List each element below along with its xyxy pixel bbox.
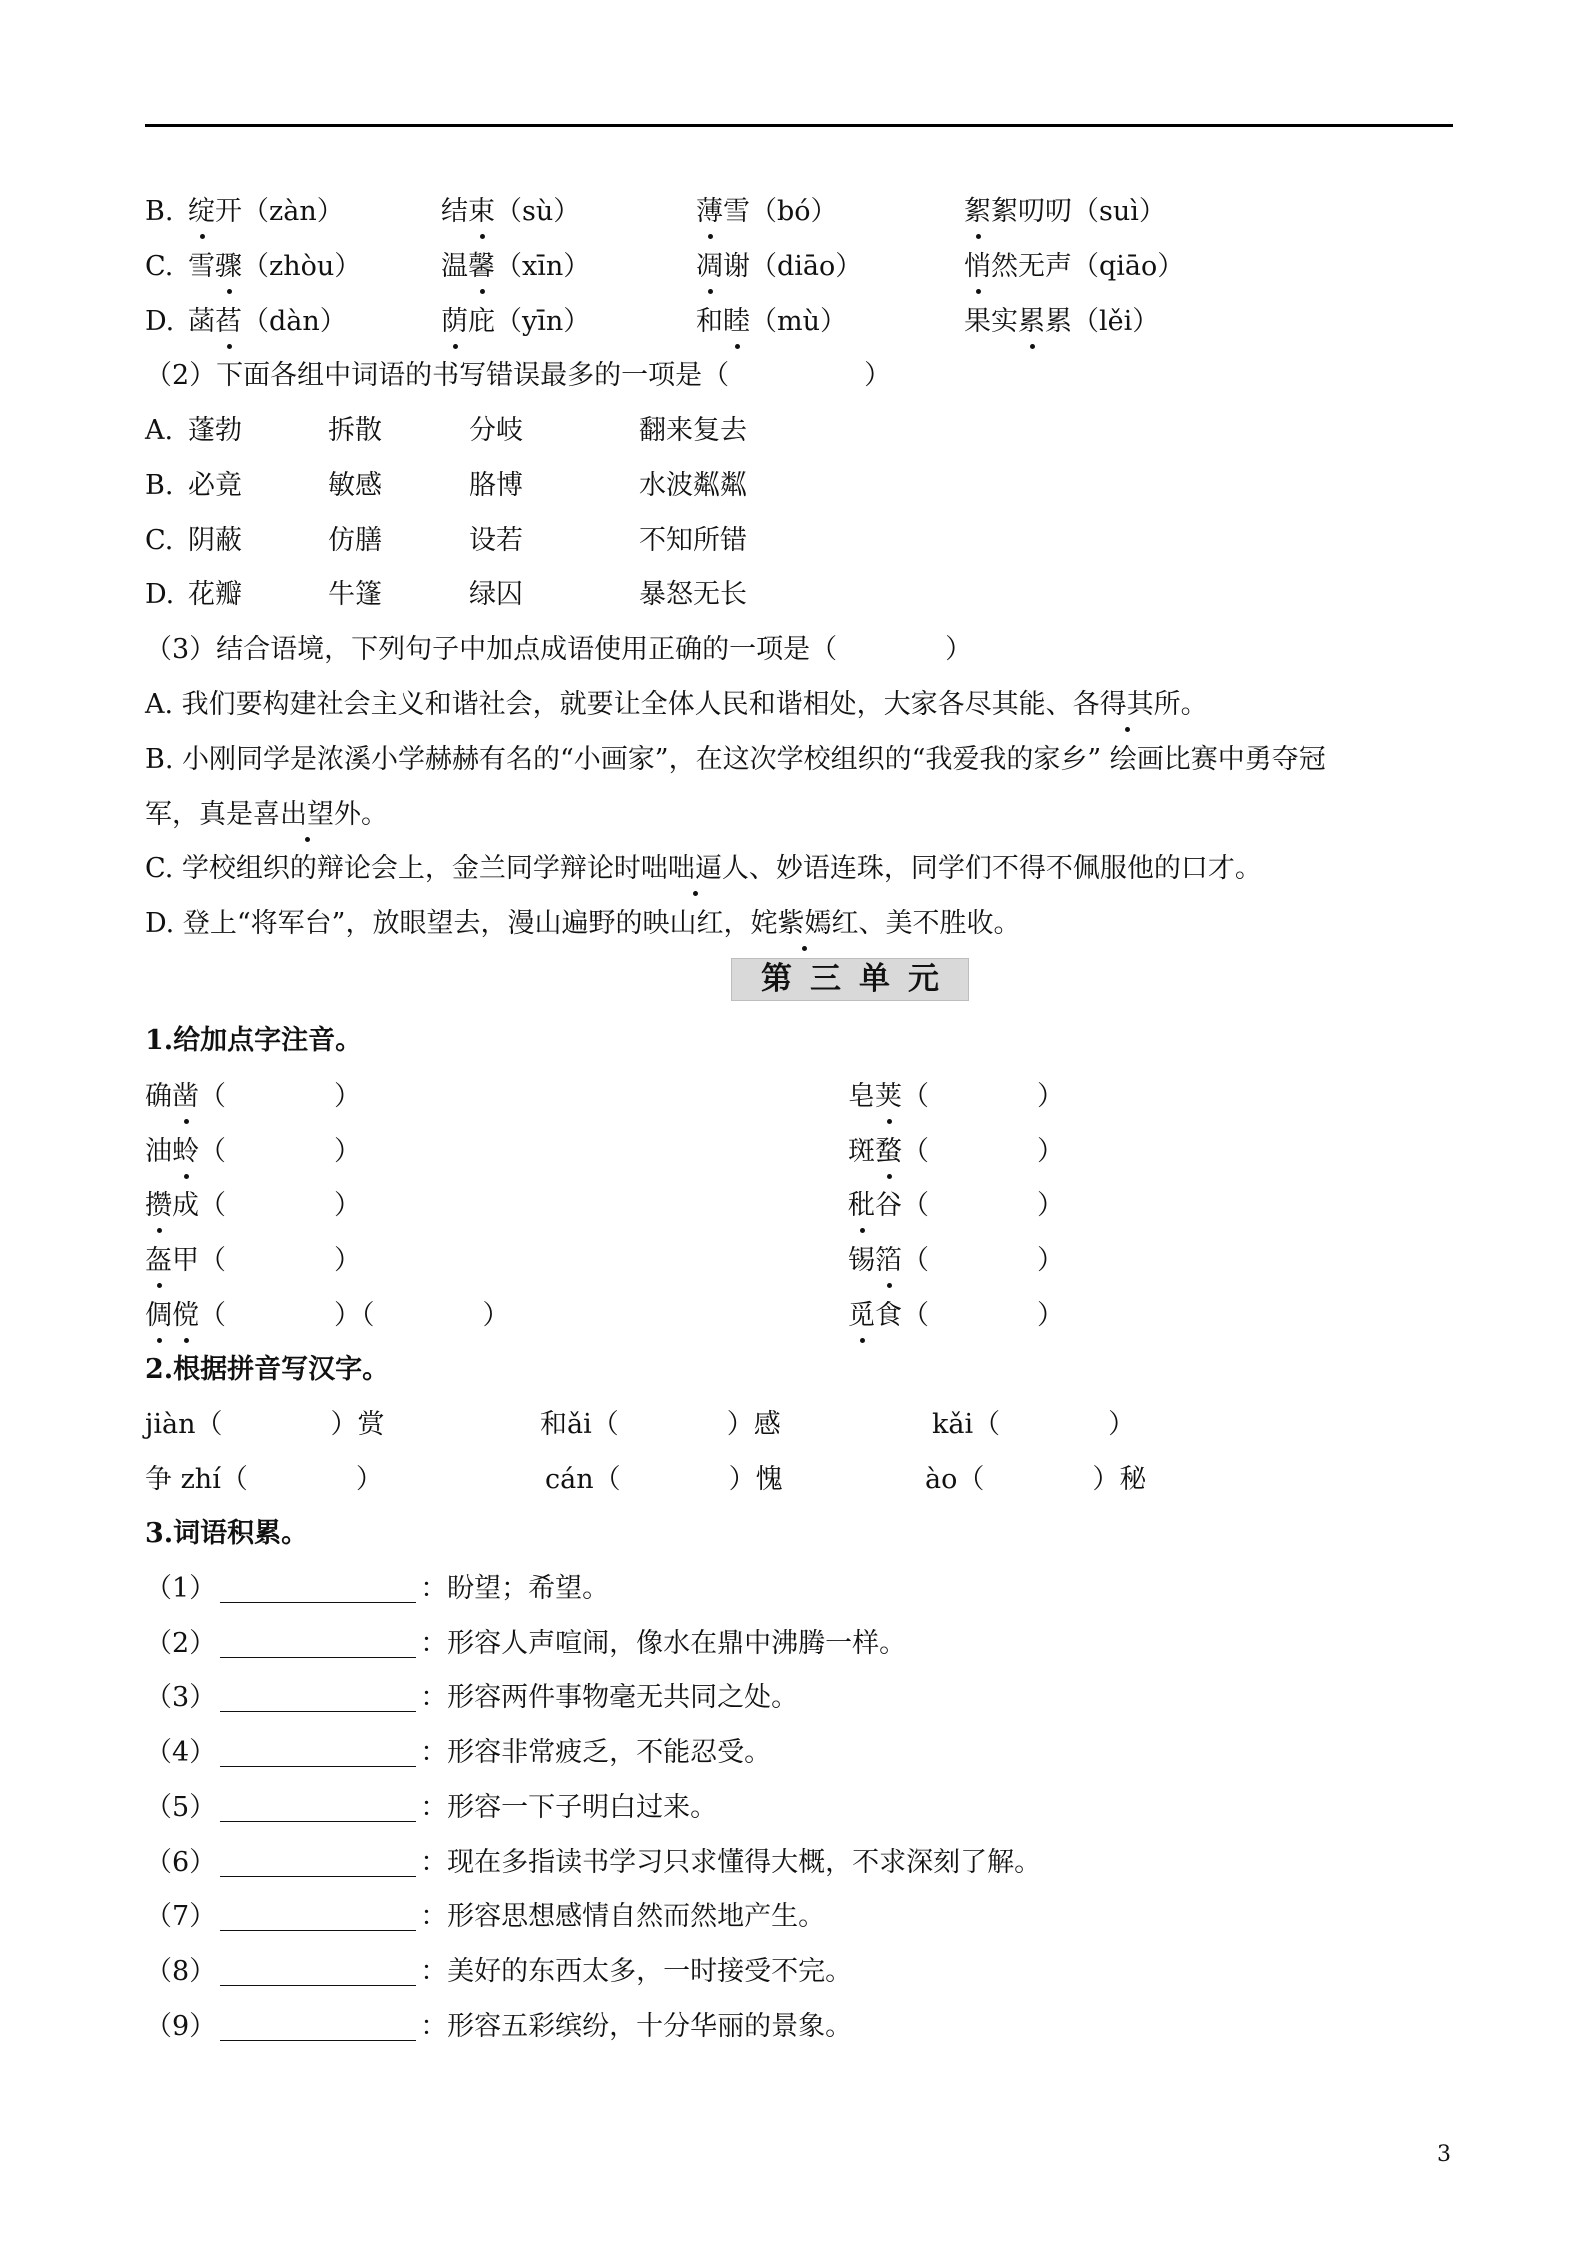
answer-blank[interactable] bbox=[220, 2010, 416, 2041]
answer-blank[interactable] bbox=[220, 1572, 416, 1603]
answer-blank[interactable] bbox=[220, 1846, 416, 1877]
right-item: 秕谷（ ） bbox=[848, 1186, 1064, 1226]
right-item: 锡箔（ ） bbox=[848, 1241, 1064, 1281]
vocab-item: （8） ：美好的东西太多，一时接受不完。 bbox=[145, 1955, 853, 1987]
q3-stem: （3）结合语境，下列句子中加点成语使用正确的一项是（ ） bbox=[145, 634, 973, 665]
answer-blank[interactable] bbox=[220, 1736, 416, 1767]
answer-blank[interactable] bbox=[220, 1955, 416, 1986]
q1-d-word2: 荫庇（yīn） bbox=[441, 302, 590, 342]
worksheet-page: B. 绽开（zàn） 结束（sù） 薄雪（bó） 絮絮叨叨（suì） C. 雪骤（zhòu） 温馨（xīn） 凋谢（diāo） 悄然无声（qiāo） D. 菡萏（dàn） 荫庇（yīn） 和睦（mù） 果实累累（lěi） （2）下面各组中词语的书写错误最多的一项是（ ） A. 蓬勃 拆散 分岐 翻来复去 B. 必竟 敏感 胳博 水波粼粼 C. 阴蔽 仿膳 设若 不知所错 D. 花瓣 牛篷 绿囚 暴怒无长 （3）结合语境，下列句子中加点成语使用正确的一项是（ ） A. 我们要构建社会主义和谐社会，就要让全体人民和谐相处，大家各尽其能、各得其所。 B. 小刚同学是浓溪小学赫赫有名的“小画家”，在这次学校组织的“我爱我的家乡” 绘画比赛中勇夺冠 军，真是喜出望外。 C. 学校组织的辩论会上，金兰同学辩论时咄咄逼人、妙语连珠，同学们不得不佩服他的口才。 D. 登上“将军台”，放眼望去，漫山遍野的映山红，姹紫嫣红、美不胜收。 第三单元 1.给加点字注音。 确凿（ ） 油蛉（ ） 攒成（ ） 盔甲（ ） 倜傥（ ）（ ） 皂荚（ ） 斑蝥（ ） 秕谷（ ） 锡箔（ ） 觅食（ ） 2.根据拼音写汉字。 jiàn（ ）赏 和ǎi（ ）感 kǎi（ ） 争 zhí（ ） cán（ ）愧 ào（ ）秘 3.词语积累。 （1） ：盼望；希望。 （2） ：形容人声喧闹，像水在鼎中沸腾一样。 （3） ：形容两件事物毫无共同之处。 （4） ：形容非常疲乏，不能忍受。 （5） ：形容一下子明白过来。 （6） ：现在多指读书学习只求懂得大概，不求深刻了解。 （7） ：形容思想感情自然而然地产生。 （8） ：美好的东西太多，一时接受不完。 （9） ：形容五彩缤纷，十分华丽的景象。 3 bbox=[0, 0, 1587, 2245]
right-item: 斑蝥（ ） bbox=[848, 1132, 1064, 1172]
left-item: 倜傥（ ）（ ） bbox=[145, 1296, 510, 1336]
vocab-item: （3） ：形容两件事物毫无共同之处。 bbox=[145, 1682, 799, 1714]
vocab-item: （2） ：形容人声喧闹，像水在鼎中沸腾一样。 bbox=[145, 1627, 907, 1659]
q1-b-word3: 薄雪（bó） bbox=[696, 192, 838, 232]
header-rule bbox=[145, 124, 1453, 127]
unit-heading: 第三单元 bbox=[731, 958, 969, 1001]
vocab-item: （1） ：盼望；希望。 bbox=[145, 1573, 610, 1604]
answer-blank[interactable] bbox=[220, 1627, 416, 1658]
q1-c-word2: 温馨（xīn） bbox=[441, 247, 590, 287]
q1-c-word1: 雪骤（zhòu） bbox=[188, 247, 361, 287]
vocab-item: （9） ：形容五彩缤纷，十分华丽的景象。 bbox=[145, 2010, 853, 2042]
right-item: 觅食（ ） bbox=[848, 1296, 1064, 1336]
q1-c-word4: 悄然无声（qiāo） bbox=[964, 247, 1184, 287]
q1-b-word4: 絮絮叨叨（suì） bbox=[964, 192, 1166, 232]
q1-d-word4: 果实累累（lěi） bbox=[964, 302, 1159, 342]
q3-option-d: D. 登上“将军台”，放眼望去，漫山遍野的映山红，姹紫嫣红、美不胜收。 bbox=[145, 904, 1020, 944]
left-item: 盔甲（ ） bbox=[145, 1241, 361, 1281]
right-item: 皂荚（ ） bbox=[848, 1077, 1064, 1117]
vocab-item: （7） ：形容思想感情自然而然地产生。 bbox=[145, 1901, 826, 1933]
section3-title: 3.词语积累。 bbox=[145, 1518, 309, 1549]
left-item: 确凿（ ） bbox=[145, 1077, 361, 1117]
q3-option-b-line1: B. 小刚同学是浓溪小学赫赫有名的“小画家”，在这次学校组织的“我爱我的家乡” 绘画比赛中勇夺冠 bbox=[145, 744, 1326, 775]
vocab-item: （5） ：形容一下子明白过来。 bbox=[145, 1791, 718, 1823]
q1-b-word1: 绽开（zàn） bbox=[188, 192, 344, 232]
q1-b-word2: 结束（sù） bbox=[441, 192, 580, 232]
answer-blank[interactable] bbox=[220, 1791, 416, 1822]
answer-blank[interactable] bbox=[220, 1681, 416, 1712]
q1-d-word3: 和睦（mù） bbox=[696, 302, 847, 342]
vocab-item: （6） ：现在多指读书学习只求懂得大概，不求深刻了解。 bbox=[145, 1846, 1042, 1878]
q1-d-word1: 菡萏（dàn） bbox=[188, 302, 347, 342]
q3-option-b-line2: 军，真是喜出望外。 bbox=[145, 795, 388, 835]
left-item: 油蛉（ ） bbox=[145, 1132, 361, 1172]
page-number: 3 bbox=[1437, 2142, 1451, 2167]
vocab-item: （4） ：形容非常疲乏，不能忍受。 bbox=[145, 1737, 772, 1769]
left-item: 攒成（ ） bbox=[145, 1186, 361, 1226]
answer-blank[interactable] bbox=[220, 1900, 416, 1931]
q3-option-a: A. 我们要构建社会主义和谐社会，就要让全体人民和谐相处，大家各尽其能、各得其所。 bbox=[145, 685, 1208, 725]
q3-option-c: C. 学校组织的辩论会上，金兰同学辩论时咄咄逼人、妙语连珠，同学们不得不佩服他的口才。 bbox=[145, 849, 1262, 889]
q2-stem: （2）下面各组中词语的书写错误最多的一项是（ ） bbox=[145, 360, 892, 391]
section2-title: 2.根据拼音写汉字。 bbox=[145, 1354, 390, 1385]
q1-c-word3: 凋谢（diāo） bbox=[696, 247, 862, 287]
section1-title: 1.给加点字注音。 bbox=[145, 1025, 363, 1056]
